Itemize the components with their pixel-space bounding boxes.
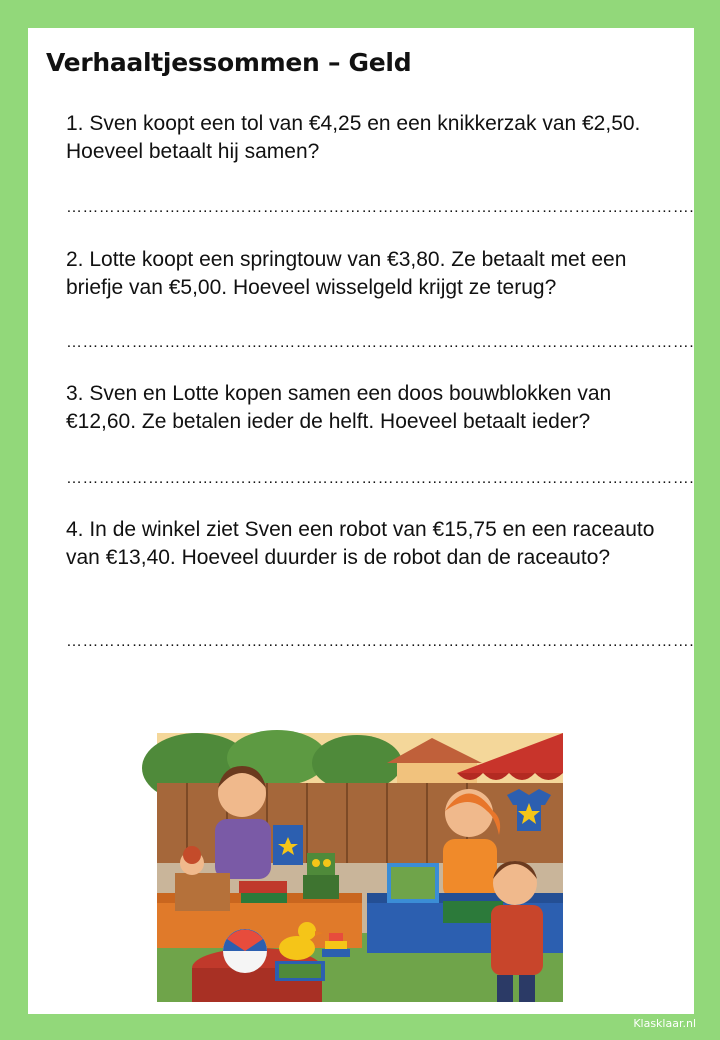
answer-line-3: ……………………………………………………………………………………………………. — [66, 470, 695, 487]
market-illustration — [157, 733, 563, 1002]
question-4: 4. In de winkel ziet Sven een robot van €15,75 en een raceauto van €13,40. Hoeveel duurder is de robot dan de raceauto? — [66, 518, 655, 569]
worksheet-title: Verhaaltjessommen – Geld — [46, 48, 412, 77]
answer-line-4: ……………………………………………………………………………………………………. — [66, 633, 695, 650]
answer-line-1: ……………………………………………………………………………………………………. — [66, 199, 695, 216]
footer-credit: Klasklaar.nl — [633, 1017, 696, 1030]
question-2: 2. Lotte koopt een springtouw van €3,80. Ze betaalt met een briefje van €5,00. Hoeveel wisselgeld krijgt ze terug? — [66, 248, 627, 299]
question-1: 1. Sven koopt een tol van €4,25 en een knikkerzak van €2,50. Hoeveel betaalt hij samen? — [66, 112, 641, 163]
question-3: 3. Sven en Lotte kopen samen een doos bouwblokken van €12,60. Ze betalen ieder de helft. Hoeveel betaalt ieder? — [66, 382, 612, 433]
answer-line-2: ……………………………………………………………………………………………………. — [66, 334, 695, 351]
worksheet — [28, 28, 694, 1014]
